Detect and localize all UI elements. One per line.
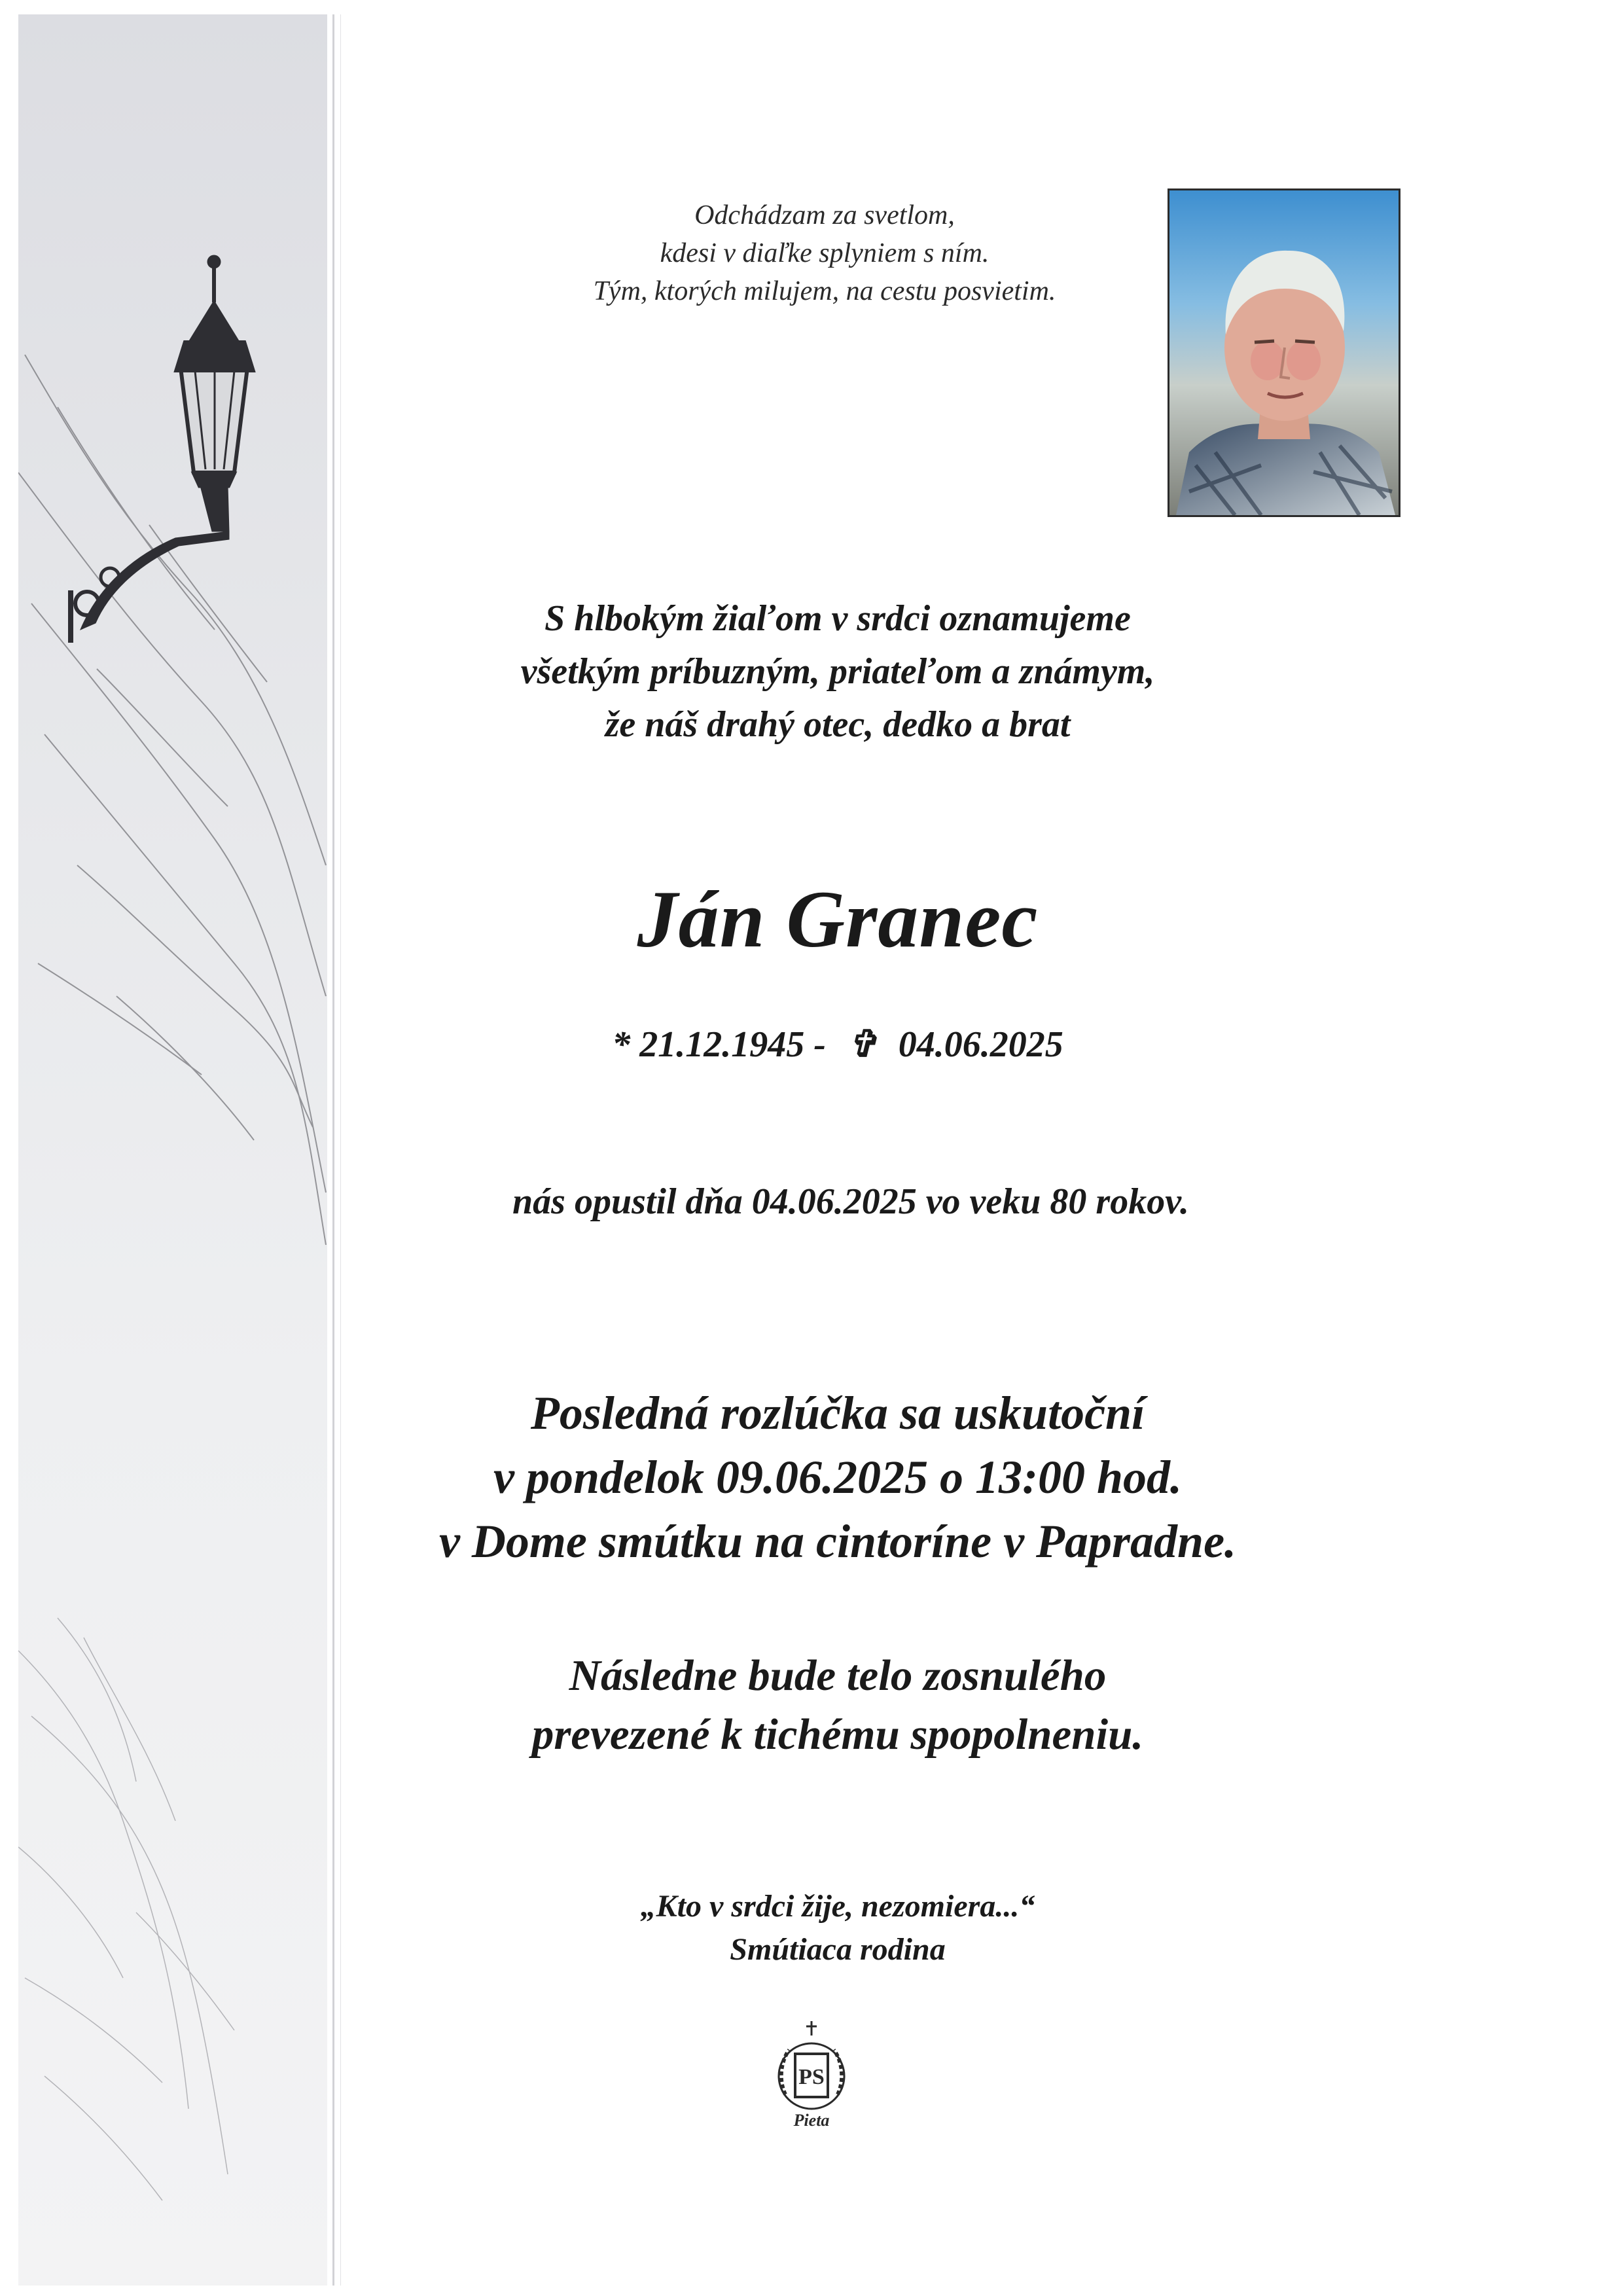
death-date: 04.06.2025 (898, 1024, 1063, 1065)
farewell-line: v Dome smútku na cintoríne v Papradne. (438, 1515, 1237, 1568)
strip-divider-line-thin (340, 14, 341, 2286)
life-dates (393, 1021, 1283, 1068)
closing-quote (471, 1885, 1204, 1971)
cross-icon: ✞ (846, 1024, 878, 1065)
family-signature: Smútiaca rodina (730, 1932, 946, 1967)
motto-line: Odchádzam za svetlom, (694, 200, 955, 230)
portrait-image (1169, 190, 1399, 515)
announcement-line: S hlbokým žiaľom v srdci oznamujeme (544, 598, 1131, 639)
cremation-line: prevezené k tichému spopolneniu. (531, 1710, 1144, 1759)
pieta-logo (766, 2016, 857, 2134)
logo-monogram: PS (798, 2065, 825, 2089)
motto-line: Tým, ktorých milujem, na cestu posvietim. (593, 276, 1056, 306)
motto-line: kdesi v diaľke splyniem s ním. (660, 238, 990, 268)
cremation-notice (393, 1646, 1283, 1764)
deceased-name: Ján Granec (637, 874, 1039, 964)
cremation-line: Následne bude telo zosnulého (569, 1651, 1107, 1700)
farewell-line: v pondelok 09.06.2025 o 13:00 hod. (493, 1451, 1182, 1503)
logo-caption: Pieta (793, 2111, 830, 2130)
strip-divider-line (332, 14, 334, 2286)
farewell-line: Posledná rozlúčka sa uskutoční (530, 1387, 1145, 1439)
farewell-details (340, 1381, 1335, 1573)
passing-notice: nás opustil dňa 04.06.2025 vo veku 80 rokov. (512, 1181, 1189, 1222)
lantern-icon (71, 255, 254, 643)
portrait-photo (1168, 188, 1400, 517)
birth-date: * 21.12.1945 - (612, 1024, 826, 1065)
announcement-line: všetkým príbuzným, priateľom a známym, (520, 651, 1155, 692)
announcement-text (393, 592, 1283, 751)
lantern-branches-illustration (18, 14, 327, 2286)
motto-verse (524, 196, 1126, 310)
announcement-line: že náš drahý otec, dedko a brat (605, 704, 1071, 745)
decorative-side-strip (18, 14, 327, 2286)
quote-line: „Kto v srdci žije, nezomiera...“ (640, 1889, 1035, 1924)
